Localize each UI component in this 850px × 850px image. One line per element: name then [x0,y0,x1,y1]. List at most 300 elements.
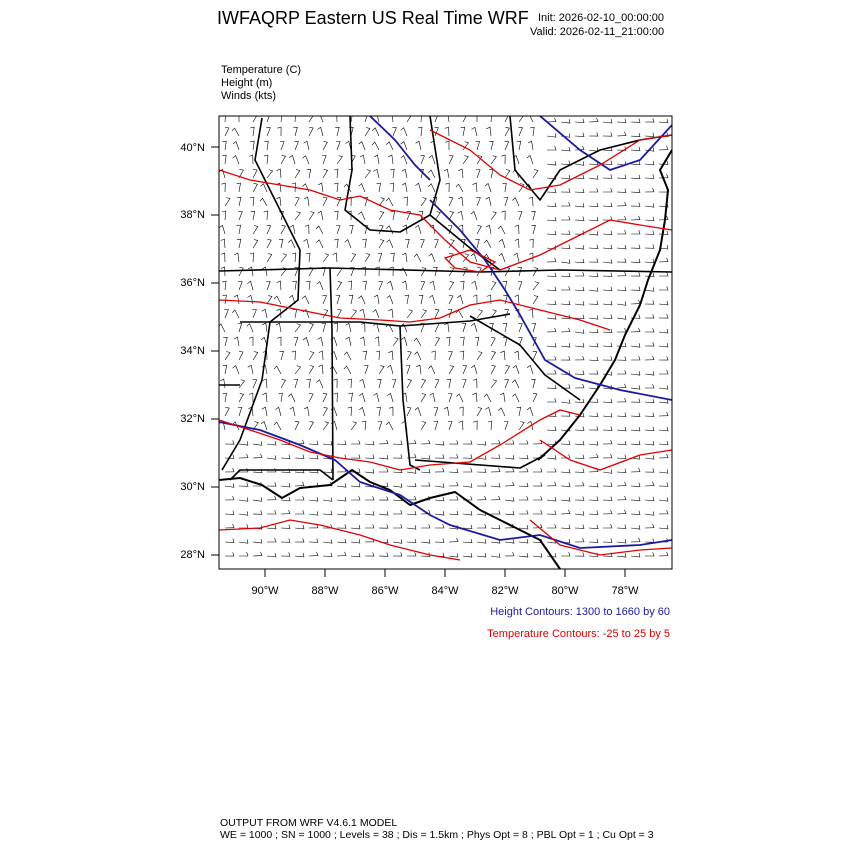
wind-barb [407,310,413,318]
wind-barb [645,524,654,528]
wind-barb [659,552,668,556]
wind-barb [617,525,626,529]
wind-barb [471,254,477,263]
wind-barb [561,356,570,360]
wind-barb [589,343,598,347]
wind-barb [631,413,640,417]
wind-barb [603,301,612,305]
wind-barb [264,155,268,164]
wind-barb [529,239,533,248]
wind-barb [458,197,463,206]
wind-barb [337,497,346,501]
wind-barb [473,183,478,192]
wind-barb [359,212,366,220]
wind-barb [379,225,383,234]
wind-barb [307,169,311,178]
wind-barb [491,454,500,458]
wind-barb [267,538,276,542]
wind-barb [360,337,365,346]
wind-barb [477,524,486,528]
wind-barb [222,141,226,150]
state-border [400,326,420,470]
wind-barb [418,113,422,122]
wind-barb [505,113,509,122]
wind-barb [421,482,430,486]
legend-height: Height (m) [221,77,273,89]
wind-barb [294,379,298,388]
wind-barb [476,170,480,179]
wind-barb [279,239,283,248]
wind-barb [393,454,402,458]
wind-barb [303,156,310,164]
wind-barb [239,441,248,445]
wind-barb [531,225,535,234]
wind-barb [575,217,584,221]
wind-barb [645,552,654,556]
wind-barb [603,497,612,501]
wind-barb [305,225,309,234]
wind-barb [379,281,383,290]
wind-barb [645,161,654,165]
wind-barb [547,118,556,122]
wind-barb [365,511,374,515]
wind-barb [561,328,570,332]
wind-barb [435,483,444,487]
wind-barb [518,212,522,221]
wind-barb [449,482,458,486]
wind-barb [547,468,556,472]
wind-barb [323,310,328,319]
wind-barb [253,352,258,361]
wind-barb [346,323,352,332]
wind-barb [267,455,276,459]
wind-barb [406,366,410,375]
wind-barb [225,352,230,361]
wind-barb [645,217,654,221]
lon-label-88: 88°W [311,585,339,597]
wind-barb [233,366,239,374]
wind-barb [389,407,393,416]
wind-barb [449,281,454,290]
lat-label-28: 28°N [180,549,205,561]
wind-barb [337,552,346,556]
wind-barb [547,398,556,402]
wind-barb [430,281,435,290]
wind-barb [505,511,514,515]
init-time: Init: 2026-02-10_00:00:00 [538,12,664,24]
wind-barb [433,267,437,276]
wind-barb [533,482,542,486]
wind-barb [379,455,388,459]
wind-barb [233,142,239,151]
wind-barb [631,399,640,403]
wind-barb [645,482,654,486]
wind-barb [374,295,379,304]
wind-barb [645,468,654,472]
wind-barb [253,552,262,556]
wind-barb [349,225,353,234]
wind-barb [489,141,493,150]
wind-barb [561,286,570,290]
wind-barb [365,455,374,459]
wind-barb [318,183,323,192]
wind-barb [631,328,640,332]
wind-barb [393,441,402,445]
wind-barb [462,323,466,332]
wind-barb [363,351,367,360]
wind-barb [512,380,519,388]
wind-barb [445,183,449,192]
wind-barb [281,539,290,543]
wind-barb [323,497,332,501]
wind-barb [316,226,323,234]
wind-barb [292,281,296,290]
wind-barb [491,510,500,514]
wind-barb [302,184,309,192]
wind-barb [309,539,318,543]
wind-barb [547,273,556,277]
wind-barb [379,240,384,249]
wind-barb [351,483,360,487]
wind-barb [500,393,505,402]
wind-barb [471,212,477,221]
wind-barb [631,538,640,542]
wind-barb [589,426,598,430]
wind-barb [253,511,262,515]
wind-barb [575,441,584,445]
wind-barb [232,128,239,136]
wind-barb [505,141,509,150]
wind-barb [575,315,584,319]
wind-barb [323,197,327,206]
wind-barb [463,553,472,557]
wind-barb [281,254,287,262]
wind-barb [645,342,654,346]
wind-barb [501,211,505,220]
wind-barb [589,511,598,515]
wind-barb [533,553,542,557]
wind-barb [504,422,508,431]
wind-barb [505,497,514,501]
wind-barb [659,356,668,360]
wind-barb [517,141,521,150]
wind-barb [447,379,451,388]
wind-barb [475,239,479,248]
wind-barb [295,455,304,459]
wind-barb [377,407,381,416]
wind-barb [449,469,458,473]
wind-barb [617,413,626,417]
wind-barb [304,141,309,150]
wind-barb [477,310,483,318]
wind-barb [435,441,444,445]
wind-barb [253,183,258,192]
wind-barb [645,399,654,403]
wind-barb [253,226,258,235]
wind-barb [390,169,394,178]
wind-barb [519,525,528,529]
wind-barb [288,394,295,402]
wind-barb [449,155,453,164]
wind-barb [561,216,570,220]
wind-barb [372,128,379,136]
wind-barb [224,309,228,318]
wind-barb [448,394,452,403]
wind-barb [575,538,584,542]
wind-barb [603,132,612,136]
wind-barb [617,496,626,500]
wind-barb [631,343,640,347]
wind-barb [531,379,535,388]
wind-barb [631,525,640,529]
wind-barb [379,553,388,557]
wind-barb [421,469,430,473]
wind-barb [498,408,505,416]
wind-barb [393,539,402,543]
wind-barb [631,371,640,375]
wind-barb [491,365,495,374]
wind-barb [575,301,584,305]
wind-barb [435,309,439,318]
wind-barb [402,169,407,178]
temperature-contour [219,410,580,470]
wind-barb [237,225,241,234]
wind-barb [645,384,654,388]
wind-barb [379,366,384,375]
wind-barb [309,323,313,332]
wind-barb [248,365,253,374]
wind-barb [603,245,612,249]
wind-barb [344,352,351,360]
wind-barb [235,113,239,122]
wind-barb [323,469,332,473]
wind-barb [365,469,374,473]
wind-barb [491,496,500,500]
wind-barb [414,254,421,262]
wind-barb [364,366,368,375]
wind-barb [415,183,421,192]
wind-barb [445,127,449,136]
wind-barb [239,524,248,528]
wind-barb [463,511,472,515]
wind-barb [364,114,368,123]
wind-barb [267,496,276,500]
wind-barb [617,357,626,361]
wind-barb [402,183,407,192]
wind-barb [267,239,271,248]
wind-barb [589,258,598,262]
wind-barb [617,287,626,291]
wind-barb [351,254,356,263]
wind-barb [239,539,248,543]
wind-barb [449,197,453,206]
wind-barb [253,240,258,249]
wind-barb [617,370,626,374]
wind-barb [421,268,426,277]
footer-model-line: OUTPUT FROM WRF V4.6.1 MODEL [220,817,398,829]
wind-barb [645,511,654,515]
wind-barb [348,281,352,290]
wind-barb [491,525,500,529]
wind-barb [351,422,356,430]
wind-barb [421,455,430,459]
wind-barb [645,539,654,543]
wind-barb [589,441,598,445]
wind-barb [589,203,598,207]
wind-barb [505,170,510,179]
wind-barb [575,189,584,193]
wind-barb [319,351,323,360]
wind-barb [407,483,416,487]
wind-barb [472,127,478,136]
wind-barb [359,142,365,150]
wind-barb [589,147,598,151]
wind-barb [309,127,313,136]
wind-barb [484,240,491,248]
wind-barb [225,440,234,444]
wind-barb [631,272,640,276]
wind-barb [407,407,411,416]
wind-barb [333,253,337,262]
lon-label-90: 90°W [251,585,279,597]
wind-barb [267,510,276,514]
wind-barb [529,309,533,318]
wind-barb [435,524,444,528]
wind-barb [337,441,346,445]
wind-barb [645,497,654,501]
wind-barb [477,225,481,234]
wind-barb [407,379,412,388]
wind-barb [589,315,598,319]
wind-barb [575,133,584,137]
wind-barb [407,552,416,556]
wind-barb [402,281,407,290]
wind-barb [316,240,323,248]
wind-barb [491,553,500,557]
wind-barb [519,422,524,431]
wind-barb [491,351,496,360]
wind-barb [225,407,229,416]
wind-barb [323,254,329,262]
wind-barb [512,198,519,206]
wind-barb [645,175,654,179]
wind-barb [505,552,514,556]
wind-barb [415,408,421,417]
wind-barb [561,552,570,556]
wind-barb [295,538,304,542]
wind-barb [515,239,519,248]
wind-barb [659,216,668,220]
wind-barb [460,281,464,290]
wind-barb [484,394,491,402]
wind-barb [533,510,542,514]
wind-barb [239,454,248,458]
wind-barb [387,393,393,402]
wind-barb [389,351,394,360]
wind-barb [659,441,668,445]
wind-barb [617,230,626,234]
wind-barb [473,113,477,122]
wind-barb [358,296,365,304]
wind-barb [323,553,332,557]
wind-barb [460,351,464,360]
wind-barb [405,295,409,304]
wind-barb [617,553,626,557]
wind-barb [645,356,654,360]
wind-barb [334,169,338,178]
wind-barb [407,525,416,529]
wind-barb [589,370,598,374]
wind-barb [491,282,496,291]
wind-barb [499,254,505,263]
wind-barb [533,296,538,305]
wind-barb [250,127,254,136]
wind-barb [351,553,360,557]
wind-barb [250,141,254,150]
wind-barb [233,156,239,164]
wind-barb [477,482,486,486]
wind-barb [631,245,640,249]
wind-barb [225,539,234,543]
wind-barb [504,197,508,206]
wind-barb [317,282,323,290]
wind-barb [449,295,453,304]
wind-barb [378,253,382,262]
wind-barb [281,483,290,487]
wind-barb [322,323,326,332]
wind-barb [323,422,329,430]
wind-barb [362,421,366,430]
lat-label-34: 34°N [180,345,205,357]
wind-barb [561,399,570,403]
wind-barb [519,483,528,487]
height-contour [219,422,672,548]
wind-barb [239,497,248,501]
wind-barb [223,365,227,374]
wind-barb [267,296,272,305]
wind-barb [323,511,332,515]
wind-barb [659,497,668,501]
wind-barb [293,127,297,136]
wind-barb [386,226,393,234]
wind-barb [575,259,584,263]
wind-barb [533,268,538,277]
wind-barb [561,119,570,123]
wind-barb [294,141,298,150]
wind-barb [264,141,268,150]
wind-barb [575,384,584,388]
wind-barb [617,216,626,220]
wind-barb [306,253,310,262]
wind-barb [377,379,381,388]
wind-barb [337,524,346,528]
wind-barb [519,114,524,123]
wind-barb [561,497,570,501]
wind-barb [319,365,324,374]
wind-barb [491,380,497,388]
wind-barb [334,239,338,248]
wind-barb [589,245,598,249]
wind-barb [379,496,388,500]
wind-barb [237,183,241,192]
wind-barb [393,483,402,487]
wind-barb [449,553,458,557]
wind-barb [444,407,449,416]
wind-barb [416,141,421,150]
wind-barb [448,422,452,431]
wind-barb [631,203,640,207]
wind-barb [351,454,360,458]
